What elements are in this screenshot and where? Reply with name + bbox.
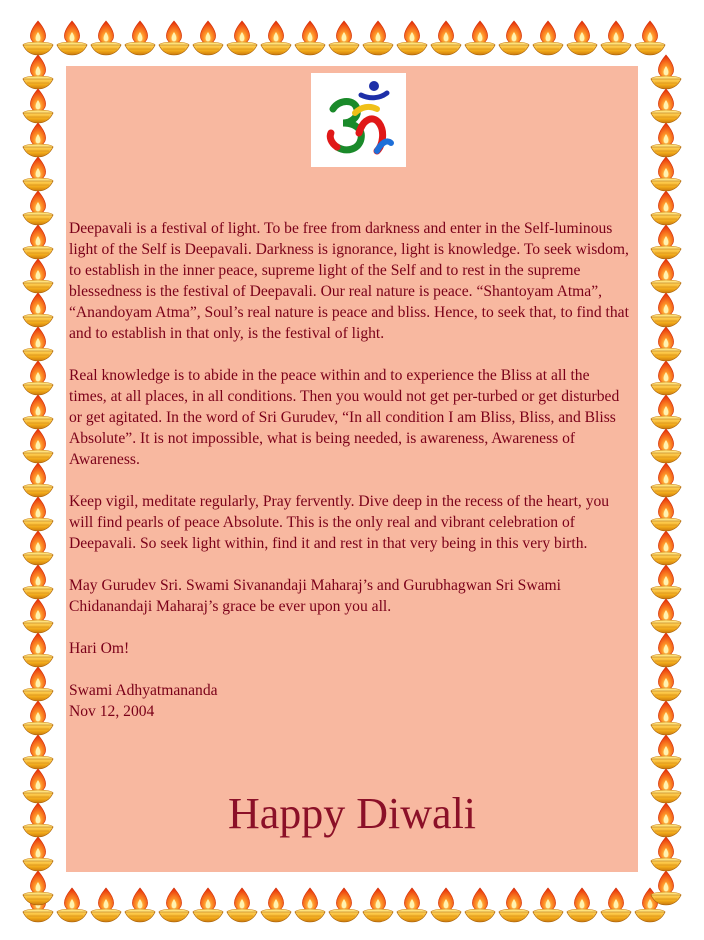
diya-lamp-icon: [363, 888, 393, 922]
diya-lamp-icon: [23, 21, 53, 55]
paragraph-3: Keep vigil, meditate regularly, Pray fervently. Dive deep in the recess of the heart, you will find pearls of peace Absolute. This is the only real and vibrant celebration of Deepavali. So seek light within, find it and rest in that very being in this very birth.: [69, 493, 610, 552]
diya-lamp-icon: [651, 769, 681, 803]
diya-lamp-icon: [533, 21, 563, 55]
diya-lamp-icon: [193, 21, 223, 55]
diya-lamp-icon: [329, 21, 359, 55]
diya-lamp-icon: [23, 55, 53, 89]
diya-lamp-icon: [23, 803, 53, 837]
diya-lamp-icon: [651, 565, 681, 599]
diya-lamp-icon: [651, 497, 681, 531]
diya-lamp-icon: [159, 21, 189, 55]
paragraph-2: Real knowledge is to abide in the peace within and to experience the Bliss at all the times, at all places, in all conditions. Then you would not get per-turbed or get disturbed or get agitated. In the word of Sri Gurudev, “In all condition I am Bliss, Bliss, and Bliss Absolute”. It is not impossible, what is being needed, is awareness, Awareness of Awareness.: [69, 367, 620, 468]
diya-lamp-icon: [23, 157, 53, 191]
diya-lamp-icon: [363, 21, 393, 55]
diya-lamp-icon: [23, 599, 53, 633]
diya-lamp-icon: [91, 21, 121, 55]
diya-lamp-icon: [651, 599, 681, 633]
diya-lamp-icon: [23, 225, 53, 259]
diya-lamp-icon: [397, 888, 427, 922]
diya-lamp-icon: [651, 225, 681, 259]
diya-lamp-icon: [23, 327, 53, 361]
diya-lamp-icon: [23, 701, 53, 735]
diya-lamp-icon: [651, 157, 681, 191]
letter-panel: [66, 66, 638, 872]
diya-lamp-icon: [329, 888, 359, 922]
diya-lamp-icon: [57, 888, 87, 922]
closing-line: Hari Om!: [69, 640, 130, 657]
diya-lamp-icon: [397, 21, 427, 55]
diya-lamp-icon: [23, 497, 53, 531]
diya-lamp-icon: [23, 633, 53, 667]
diya-lamp-icon: [193, 888, 223, 922]
diya-lamp-icon: [651, 123, 681, 157]
diya-lamp-icon: [295, 21, 325, 55]
diya-lamp-icon: [23, 89, 53, 123]
diya-lamp-icon: [125, 21, 155, 55]
diya-lamp-icon: [23, 735, 53, 769]
diya-lamp-icon: [159, 888, 189, 922]
diya-lamp-icon: [23, 871, 53, 905]
diya-lamp-icon: [465, 21, 495, 55]
diya-lamp-icon: [23, 463, 53, 497]
diya-lamp-icon: [651, 837, 681, 871]
diya-lamp-icon: [23, 123, 53, 157]
diya-lamp-icon: [125, 888, 155, 922]
diya-lamp-icon: [651, 259, 681, 293]
diya-lamp-icon: [23, 429, 53, 463]
diya-lamp-icon: [227, 888, 257, 922]
diya-lamp-icon: [651, 89, 681, 123]
diya-lamp-icon: [651, 463, 681, 497]
diya-lamp-icon: [533, 888, 563, 922]
diya-lamp-icon: [601, 888, 631, 922]
diya-lamp-icon: [23, 667, 53, 701]
om-symbol-box: [311, 73, 406, 167]
paragraph-4: May Gurudev Sri. Swami Sivanandaji Maharaj’s and Gurubhagwan Sri Swami Chidanandaji Maharaj’s grace be ever upon you all.: [69, 577, 561, 615]
diya-lamp-icon: [261, 888, 291, 922]
diya-lamp-icon: [651, 293, 681, 327]
diya-lamp-icon: [651, 191, 681, 225]
diya-lamp-icon: [651, 361, 681, 395]
diya-lamp-icon: [295, 888, 325, 922]
diya-lamp-icon: [601, 21, 631, 55]
diya-lamp-icon: [431, 21, 461, 55]
diya-lamp-icon: [23, 837, 53, 871]
diya-lamp-icon: [23, 293, 53, 327]
diya-lamp-icon: [635, 21, 665, 55]
letter-body: [69, 218, 631, 722]
diya-lamp-icon: [499, 21, 529, 55]
diya-lamp-icon: [651, 55, 681, 89]
signature-date: Nov 12, 2004: [69, 703, 155, 720]
diya-lamp-icon: [261, 21, 291, 55]
diya-lamp-icon: [431, 888, 461, 922]
happy-diwali-heading: Happy Diwali: [227, 789, 477, 838]
diya-lamp-icon: [23, 259, 53, 293]
diya-lamp-icon: [651, 633, 681, 667]
diya-lamp-icon: [651, 735, 681, 769]
diya-lamp-icon: [651, 327, 681, 361]
diya-lamp-icon: [651, 429, 681, 463]
diya-lamp-icon: [499, 888, 529, 922]
diya-lamp-icon: [651, 395, 681, 429]
diya-lamp-icon: [23, 395, 53, 429]
diya-lamp-icon: [23, 531, 53, 565]
diya-lamp-icon: [651, 701, 681, 735]
diya-lamp-icon: [651, 871, 681, 905]
signature-name: Swami Adhyatmananda: [69, 682, 218, 699]
diya-lamp-icon: [57, 21, 87, 55]
diya-lamp-icon: [567, 21, 597, 55]
diya-lamp-icon: [23, 361, 53, 395]
diya-lamp-icon: [465, 888, 495, 922]
diya-lamp-icon: [651, 803, 681, 837]
diya-lamp-icon: [23, 769, 53, 803]
diya-lamp-icon: [23, 565, 53, 599]
paragraph-1: Deepavali is a festival of light. To be free from darkness and enter in the Self-luminous light of the Self is Deepavali. Darkness is ignorance, light is knowledge. To seek wisdom, to establish in the inner peace, supreme light of the Self and to rest in the supreme blessedness is the festival of Deepavali. Our real nature is peace. “Shantoyam Atma”, “Anandoyam Atma”, Soul’s real nature is peace and bliss. Hence, to seek that, to find that and to establish in that only, is the festival of light.: [69, 220, 629, 342]
diya-lamp-icon: [227, 21, 257, 55]
diya-lamp-icon: [567, 888, 597, 922]
diya-lamp-icon: [651, 667, 681, 701]
diya-lamp-icon: [23, 191, 53, 225]
om-symbol-icon: [311, 73, 406, 167]
diya-lamp-icon: [91, 888, 121, 922]
diya-lamp-icon: [651, 531, 681, 565]
